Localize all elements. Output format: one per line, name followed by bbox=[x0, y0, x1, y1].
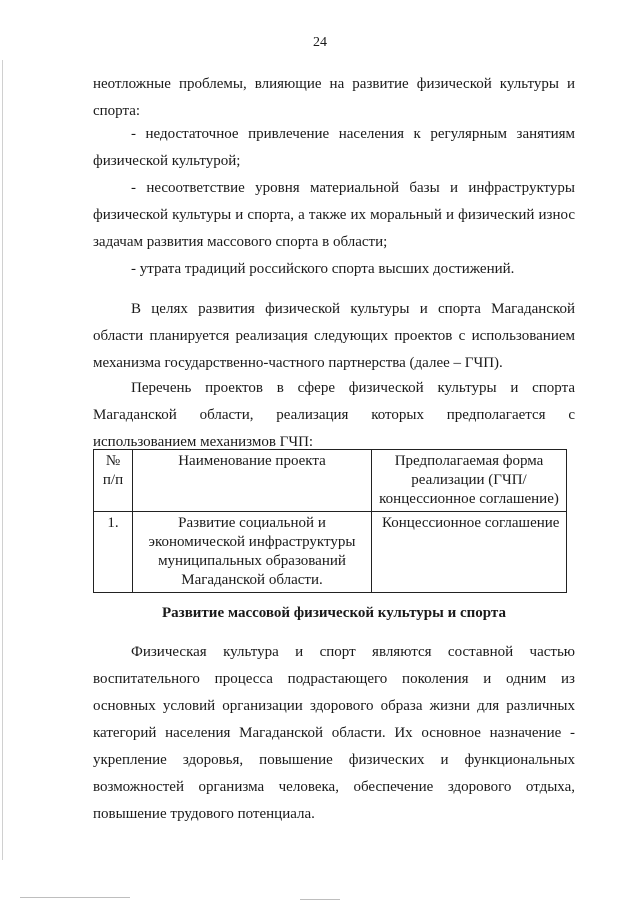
page-number: 24 bbox=[313, 35, 327, 50]
list-item: - несоответствие уровня материальной базы и инфраструктуры физической культуры и спорта, а также их моральный и физический износ задачам развития массового спорта в области; bbox=[93, 180, 575, 250]
list-item: - утрата традиций российского спорта высших достижений. bbox=[131, 261, 515, 277]
scan-edge-line-bottom-center bbox=[300, 899, 340, 900]
scan-edge-line-bottom bbox=[20, 897, 130, 898]
header-number: № п/п bbox=[94, 450, 133, 512]
header-implementation-form: Предполагаемая форма реализации (ГЧП/ концессионное соглашение) bbox=[372, 450, 567, 512]
scan-edge-line-left bbox=[2, 60, 3, 860]
list-item: - недостаточное привлечение населения к регулярным занятиям физической культурой; bbox=[93, 126, 575, 169]
gchp-paragraph: В целях развития физической культуры и спорта Магаданской области планируется реализация следующих проектов с использованием механизма государственно-частного партнерства (далее – ГЧП). bbox=[93, 301, 575, 371]
cell-number: 1. bbox=[94, 512, 133, 593]
projects-list-intro: Перечень проектов в сфере физической культуры и спорта Магаданской области, реализация которых предполагается с использованием механизмов ГЧП: bbox=[93, 380, 575, 450]
projects-table bbox=[93, 449, 567, 593]
problem-list bbox=[93, 121, 575, 283]
cell-implementation-form: Концессионное соглашение bbox=[372, 512, 567, 593]
header-project-name: Наименование проекта bbox=[133, 450, 372, 512]
section-heading: Развитие массовой физической культуры и спорта bbox=[162, 605, 506, 621]
table-header-row bbox=[94, 450, 567, 512]
mass-sport-paragraph: Физическая культура и спорт являются составной частью воспитательного процесса подрастающего поколения и одним из основных условий организации здорового образа жизни для различных категорий населения Магаданской области. Их основное назначение - укрепление здоровья, повышение физических и функциональных возможностей организма человека, обеспечение здорового отдыха, повышение трудового потенциала. bbox=[93, 644, 575, 822]
cell-project-name: Развитие социальной и экономической инфраструктуры муниципальных образований Магаданской области. bbox=[133, 512, 372, 593]
intro-paragraph: неотложные проблемы, влияющие на развитие физической культуры и спорта: bbox=[93, 76, 575, 119]
table-row bbox=[94, 512, 567, 593]
